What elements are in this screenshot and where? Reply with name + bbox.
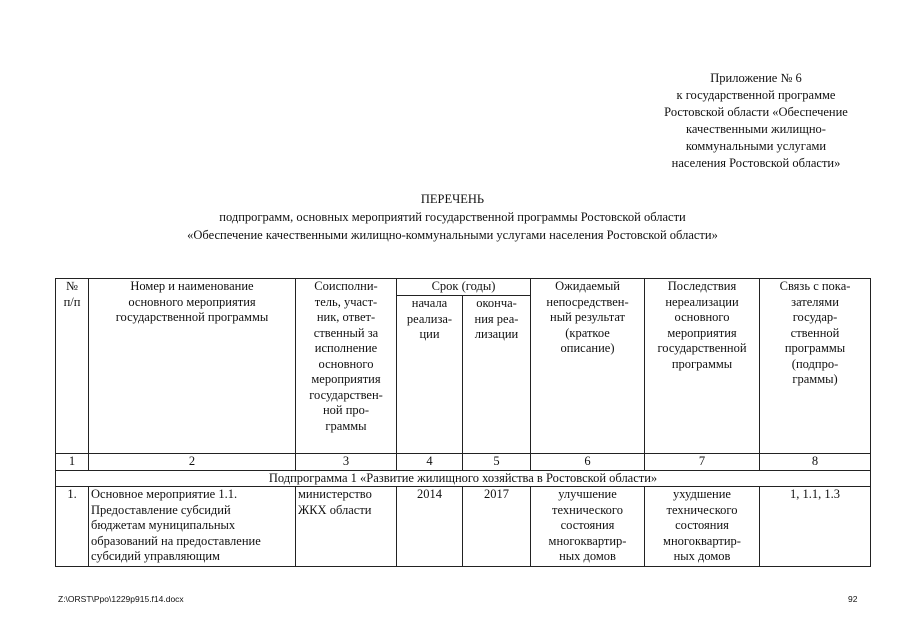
title-line-1: подпрограмм, основных мероприятий государственной программы Ростовской области — [219, 210, 686, 224]
row-link: 1, 1.1, 1.3 — [760, 487, 871, 567]
header-result: Ожидаемый непосредствен- ный результат (краткое описание) — [531, 279, 645, 454]
appendix-line: коммунальными услугами — [685, 139, 827, 153]
appendix-header — [606, 70, 905, 172]
row-executor: министерство ЖКХ области — [296, 487, 397, 567]
row-consequences: ухудшение технического состояния многоквартир- ных домов — [645, 487, 760, 567]
appendix-line: населения Ростовской области» — [671, 156, 841, 170]
header-executor: Соисполни- тель, участ- ник, ответ- ственный за исполнение основного мероприятия государствен- ной про- граммы — [296, 279, 397, 454]
column-number: 3 — [296, 454, 397, 471]
row-name: Основное мероприятие 1.1. Предоставление субсидий бюджетам муниципальных образований на предоставление субсидий управляющим — [89, 487, 296, 567]
row-start: 2014 — [397, 487, 463, 567]
header-start: начала реализа- ции — [397, 296, 463, 454]
column-number: 4 — [397, 454, 463, 471]
row-result: улучшение технического состояния многоквартир- ных домов — [531, 487, 645, 567]
header-end: оконча- ния реа- лизации — [463, 296, 531, 454]
title-line-2: «Обеспечение качественными жилищно-коммунальными услугами населения Ростовской области» — [187, 228, 718, 242]
header-consequences: Последствия нереализации основного мероприятия государственной программы — [645, 279, 760, 454]
footer-file-path: Z:\ORST\Ppo\1229p915.f14.docx — [58, 594, 184, 604]
header-link: Связь с пока- зателями государ- ственной программы (подпро- граммы) — [760, 279, 871, 454]
subprogram-title: Подпрограмма 1 «Развитие жилищного хозяйства в Ростовской области» — [56, 470, 871, 487]
row-num: 1. — [56, 487, 89, 567]
header-name: Номер и наименование основного мероприятия государственной программы — [89, 279, 296, 454]
appendix-line: качественными жилищно- — [686, 122, 826, 136]
row-end: 2017 — [463, 487, 531, 567]
subprogram-row — [56, 470, 871, 487]
footer-page-number: 92 — [848, 594, 858, 604]
column-numbers-row — [56, 454, 871, 471]
appendix-line: к государственной программе — [676, 88, 836, 102]
header-num: № п/п — [56, 279, 89, 454]
appendix-line: Приложение № 6 — [710, 71, 802, 85]
header-row — [56, 279, 871, 296]
title-heading: ПЕРЕЧЕНЬ — [420, 192, 485, 206]
column-number: 6 — [531, 454, 645, 471]
document-title — [0, 190, 905, 244]
appendix-line: Ростовской области «Обеспечение — [664, 105, 848, 119]
column-number: 2 — [89, 454, 296, 471]
column-number: 1 — [56, 454, 89, 471]
column-number: 8 — [760, 454, 871, 471]
header-term: Срок (годы) — [397, 279, 531, 296]
column-number: 5 — [463, 454, 531, 471]
column-number: 7 — [645, 454, 760, 471]
program-table — [55, 278, 871, 567]
table-row — [56, 487, 871, 567]
